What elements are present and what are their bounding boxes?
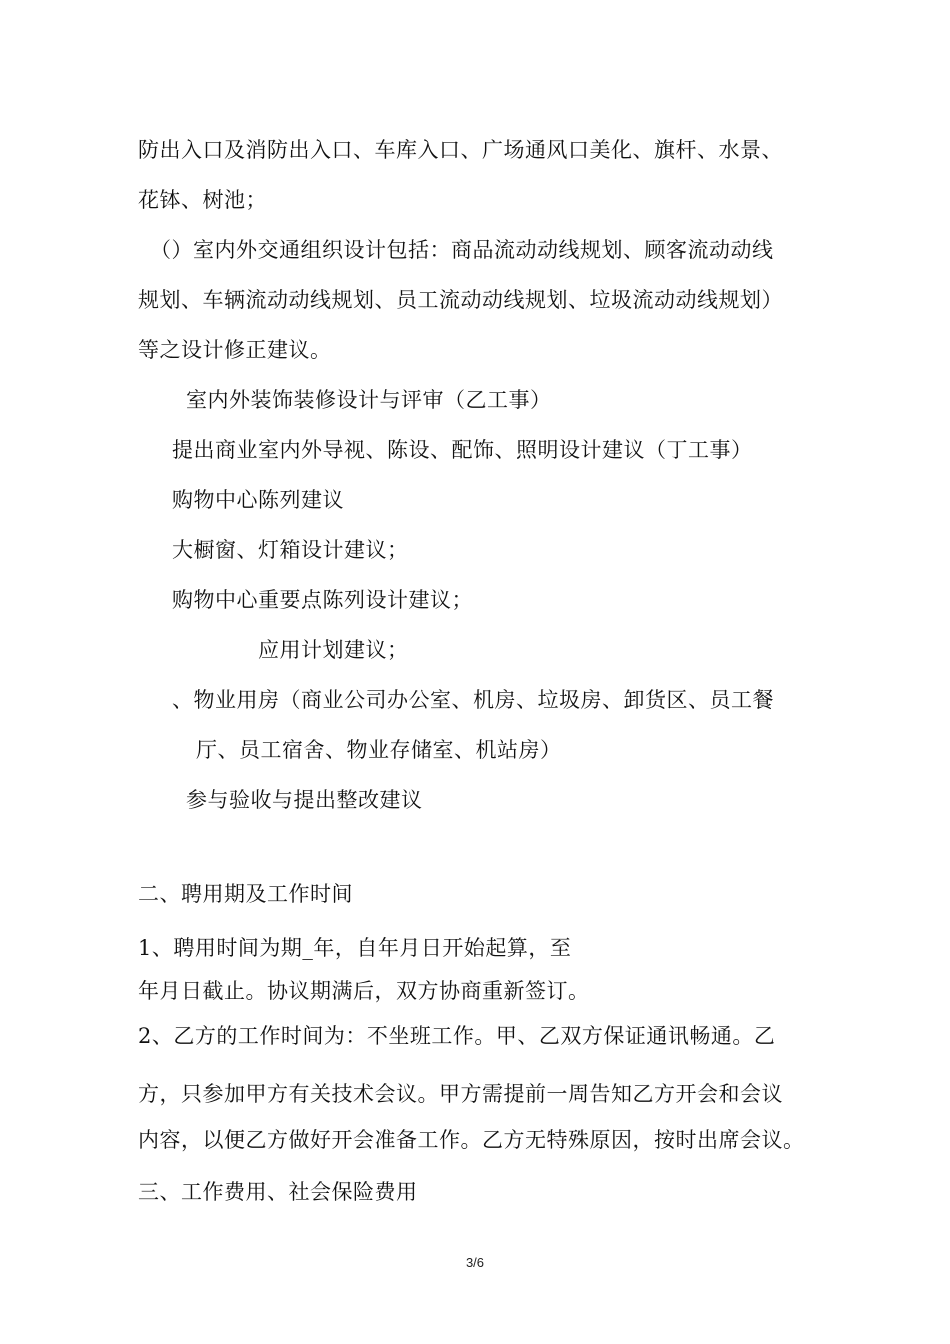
text-line-7: 提出商业室内外导视、陈设、配饰、照明设计建议（丁工事） (172, 438, 753, 462)
text-line-18: 2、乙方的工作时间为：不坐班工作。甲、乙双方保证通讯畅通。乙 (138, 1024, 776, 1048)
text-line-12: 、物业用房（商业公司办公室、机房、垃圾房、卸货区、员工餐 (172, 688, 774, 712)
section-heading-3: 三、工作费用、社会保险费用 (138, 1180, 418, 1204)
page-number: 3/6 (465, 1255, 485, 1270)
text-line-14: 参与验收与提出整改建议 (186, 788, 423, 812)
text-line-5: 等之设计修正建议。 (138, 338, 332, 362)
text-line-4: 规划、车辆流动动线规划、员工流动动线规划、垃圾流动动线规划） (138, 288, 783, 312)
text-line-10: 购物中心重要点陈列设计建议； (172, 588, 473, 612)
text-line-6: 室内外装饰装修设计与评审（乙工事） (186, 388, 552, 412)
text-line-9: 大橱窗、灯箱设计建议； (172, 538, 409, 562)
text-line-13: 厅、员工宿舍、物业存储室、机站房） (196, 738, 562, 762)
text-line-1: 防出入口及消防出入口、车库入口、广场通风口美化、旗杆、水景、 (138, 138, 783, 162)
text-line-3: （）室内外交通组织设计包括：商品流动动线规划、顾客流动动线 (150, 238, 774, 262)
text-line-8: 购物中心陈列建议 (172, 488, 344, 512)
text-line-11: 应用计划建议； (258, 638, 409, 662)
text-line-2: 花钵、树池； (138, 188, 267, 212)
text-line-16: 1、聘用时间为期_年，自年月日开始起算，至 (138, 936, 572, 960)
section-heading-2: 二、聘用期及工作时间 (138, 882, 353, 906)
text-line-19: 方，只参加甲方有关技术会议。甲方需提前一周告知乙方开会和会议 (138, 1082, 783, 1106)
text-line-17: 年月日截止。协议期满后，双方协商重新签订。 (138, 979, 590, 1003)
text-line-20: 内容，以便乙方做好开会准备工作。乙方无特殊原因，按时出席会议。 (138, 1128, 805, 1152)
